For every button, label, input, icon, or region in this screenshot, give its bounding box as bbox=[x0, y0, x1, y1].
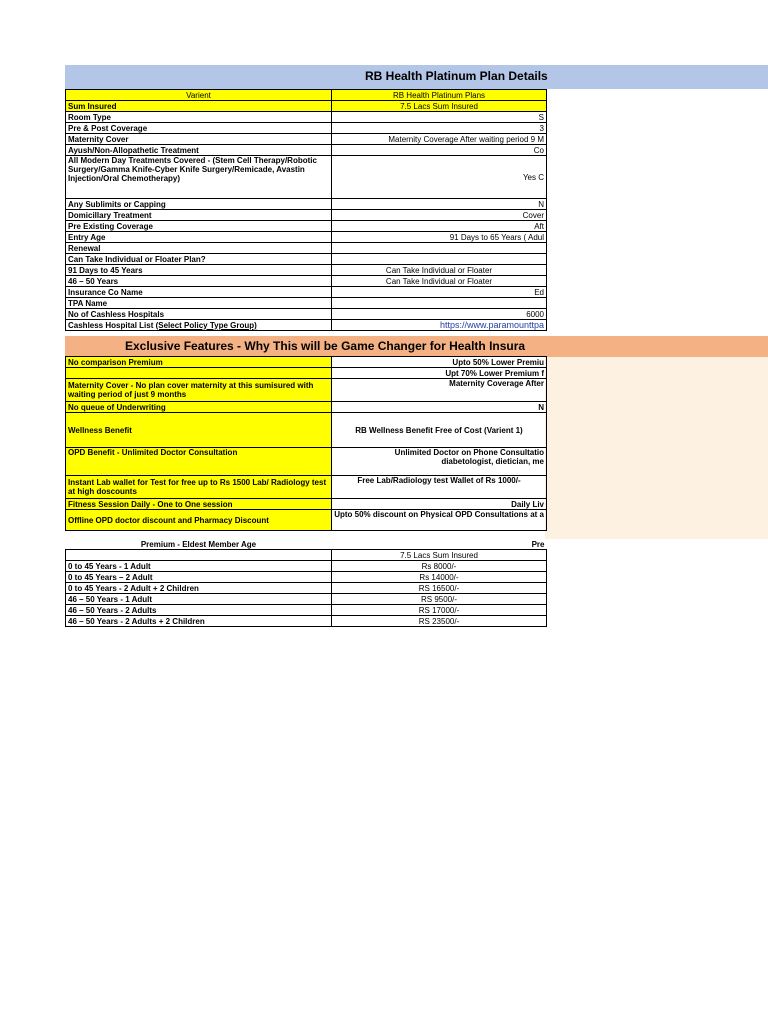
row-label: 91 Days to 45 Years bbox=[66, 265, 332, 276]
premium-subheader: 7.5 Lacs Sum Insured bbox=[332, 550, 547, 561]
plan-details-table bbox=[65, 89, 547, 331]
opd-value-line2: diabetologist, dietician, me bbox=[441, 457, 544, 466]
premium-label: 0 to 45 Years - 1 Adult bbox=[66, 561, 332, 572]
row-label: Renewal bbox=[66, 243, 332, 254]
cashless-prefix: Cashless Hospital List bbox=[68, 320, 156, 330]
row-label: Room Type bbox=[66, 112, 332, 123]
premium-value: Rs 14000/- bbox=[332, 572, 547, 583]
premium-value: Rs 8000/- bbox=[332, 561, 547, 572]
row-label: 46 – 50 Years bbox=[66, 276, 332, 287]
cashless-hospital-label bbox=[66, 320, 332, 331]
row-label: Pre & Post Coverage bbox=[66, 123, 332, 134]
row-label: Ayush/Non-Allopathetic Treatment bbox=[66, 145, 332, 156]
feature-label: Maternity Cover - No plan cover maternity at this sumisured with waiting period of just 9 months bbox=[66, 379, 332, 402]
plans-header: RB Health Platinum Plans bbox=[332, 90, 547, 101]
plan-title-bar bbox=[65, 65, 768, 89]
feature-value bbox=[332, 448, 547, 476]
features-title-bar bbox=[65, 336, 768, 357]
feature-value: Free Lab/Radiology test Wallet of Rs 1000/- bbox=[332, 476, 547, 499]
feature-label: Instant Lab wallet for Test for free up to Rs 1500 Lab/ Radiology test at high doscounts bbox=[66, 476, 332, 499]
row-value bbox=[332, 298, 547, 309]
feature-value: Upto 50% discount on Physical OPD Consultations at a bbox=[332, 510, 547, 531]
row-label: Can Take Individual or Floater Plan? bbox=[66, 254, 332, 265]
feature-value: Daily Liv bbox=[332, 499, 547, 510]
premium-label: 46 – 50 Years - 2 Adults bbox=[66, 605, 332, 616]
row-value: Yes C bbox=[332, 156, 547, 199]
row-value: 3 bbox=[332, 123, 547, 134]
feature-label: Fitness Session Daily - One to One session bbox=[66, 499, 332, 510]
cashless-url-link[interactable]: https://www.paramounttpa bbox=[332, 320, 547, 331]
premium-value: RS 23500/- bbox=[332, 616, 547, 627]
feature-value: N bbox=[332, 402, 547, 413]
row-value: Cover bbox=[332, 210, 547, 221]
feature-label: OPD Benefit - Unlimited Doctor Consultation bbox=[66, 448, 332, 476]
row-value: Aft bbox=[332, 221, 547, 232]
feature-label: No comparison Premium bbox=[66, 357, 332, 368]
row-value: Can Take Individual or Floater bbox=[332, 265, 547, 276]
row-value: 91 Days to 65 Years ( Adul bbox=[332, 232, 547, 243]
features-title: Exclusive Features - Why This will be Game Changer for Health Insura bbox=[125, 339, 526, 353]
premium-header-value: Pre bbox=[332, 539, 547, 550]
row-value bbox=[332, 254, 547, 265]
feature-label: No queue of Underwriting bbox=[66, 402, 332, 413]
row-value bbox=[332, 243, 547, 254]
plan-title: RB Health Platinum Plan Details bbox=[365, 69, 548, 83]
feature-value: Maternity Coverage After bbox=[332, 379, 547, 402]
row-value: S bbox=[332, 112, 547, 123]
premium-header-label: Premium - Eldest Member Age bbox=[66, 539, 332, 550]
feature-value: Upto 50% Lower Premiu bbox=[332, 357, 547, 368]
premium-label: 0 to 45 Years – 2 Adult bbox=[66, 572, 332, 583]
row-label: Sum Insured bbox=[66, 101, 332, 112]
premium-value: RS 16500/- bbox=[332, 583, 547, 594]
row-label: Entry Age bbox=[66, 232, 332, 243]
premium-label: 46 – 50 Years - 1 Adult bbox=[66, 594, 332, 605]
varient-header: Varient bbox=[66, 90, 332, 101]
features-table bbox=[65, 356, 547, 531]
feature-value: RB Wellness Benefit Free of Cost (Varient 1) bbox=[332, 413, 547, 448]
premium-subheader-blank bbox=[66, 550, 332, 561]
row-value: 7.5 Lacs Sum Insured bbox=[332, 101, 547, 112]
feature-label bbox=[66, 368, 332, 379]
row-label: Pre Existing Coverage bbox=[66, 221, 332, 232]
row-label: All Modern Day Treatments Covered - (Stem Cell Therapy/Robotic Surgery/Gamma Knife-Cyber Knife Surgery/Remicade, Avastin Injection/Oral Chemotherapy) bbox=[66, 156, 332, 199]
features-peach-background bbox=[545, 357, 768, 539]
premium-value: RS 17000/- bbox=[332, 605, 547, 616]
row-label: Domicillary Treatment bbox=[66, 210, 332, 221]
row-value: Can Take Individual or Floater bbox=[332, 276, 547, 287]
feature-label: Offline OPD doctor discount and Pharmacy Discount bbox=[66, 510, 332, 531]
select-policy-type-link[interactable]: (Select Policy Type Group) bbox=[155, 320, 257, 330]
feature-value: Upt 70% Lower Premium f bbox=[332, 368, 547, 379]
row-value: N bbox=[332, 199, 547, 210]
row-value: Co bbox=[332, 145, 547, 156]
premium-label: 46 – 50 Years - 2 Adults + 2 Children bbox=[66, 616, 332, 627]
premium-table bbox=[65, 539, 547, 627]
feature-label: Wellness Benefit bbox=[66, 413, 332, 448]
row-value: Maternity Coverage After waiting period 9 M bbox=[332, 134, 547, 145]
row-label: TPA Name bbox=[66, 298, 332, 309]
row-label: Any Sublimits or Capping bbox=[66, 199, 332, 210]
row-label: Maternity Cover bbox=[66, 134, 332, 145]
row-label: No of Cashless Hospitals bbox=[66, 309, 332, 320]
row-value: Ed bbox=[332, 287, 547, 298]
opd-value-line1: Unlimited Doctor on Phone Consultatio bbox=[394, 448, 544, 457]
premium-value: RS 9500/- bbox=[332, 594, 547, 605]
row-label: Insurance Co Name bbox=[66, 287, 332, 298]
premium-label: 0 to 45 Years - 2 Adult + 2 Children bbox=[66, 583, 332, 594]
row-value: 6000 bbox=[332, 309, 547, 320]
